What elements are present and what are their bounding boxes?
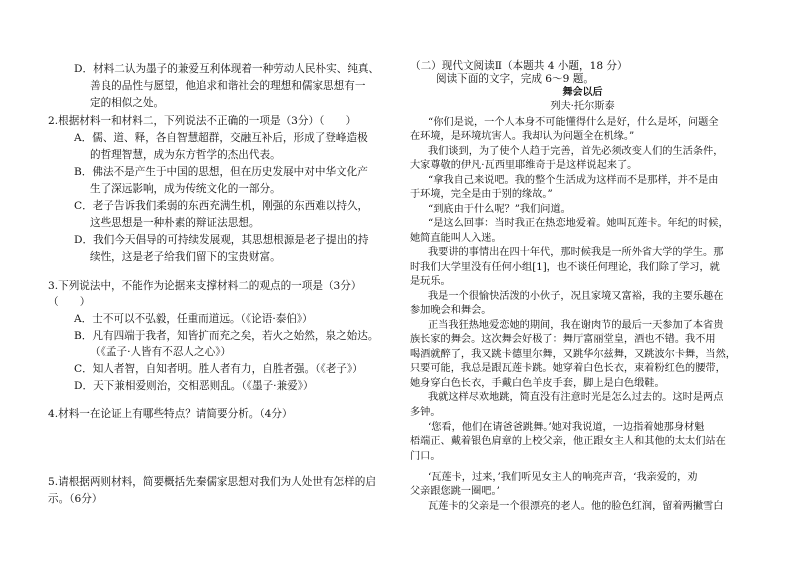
text-line: 是玩乐。 <box>410 276 451 287</box>
text-line: 参加晚会和舞会。 <box>410 305 492 316</box>
q3-answer-paren: （ ） <box>48 296 91 308</box>
text-line: 只要可能，我总是跟瓦莲卡跳。她穿着白色长衣，束着粉红色的腰带， <box>410 363 726 374</box>
text-line: 于环境，完全是由于别的缘故。” <box>410 189 553 200</box>
text-line: 梧端正、戴着银色肩章的上校父亲，他正跟女主人和其他的太太们站在 <box>410 436 726 447</box>
text-line: 我就这样尽欢地跳，简直没有注意时光是怎么过去的。这时是两点 <box>428 392 724 403</box>
q2-option-d-line1: D．我们今天倡导的可持续发展观，其思想根源是老子提出的持 <box>74 234 369 246</box>
text-line: “你们是说，一个人本身不可能懂得什么是好，什么是坏，问题全 <box>428 117 719 128</box>
text-line: 我们谈到，为了使个人趋于完善，首先必须改变人们的生活条件， <box>428 146 724 157</box>
q2-option-c-line2: 这些思想是一种朴素的辩证法思想。 <box>90 217 260 229</box>
text-line: 门口。 <box>410 451 441 462</box>
q2-option-d-line2: 续性，这是老子给我们留下的宝贵财富。 <box>90 251 281 263</box>
q3-option-d: D．天下兼相爱则治，交相恶则乱。（《墨子·兼爱》） <box>74 380 314 392</box>
text-line: 多钟。 <box>410 407 441 418</box>
q3-option-b-line1: B．凡有四端于我者，知皆扩而充之矣，若火之始然，泉之始达。 <box>74 330 379 342</box>
text-line: 我要讲的事情出在四十年代，那时候我是一所外省大学的学生。那 <box>428 247 724 258</box>
q4-stem: 4.材料一在论证上有哪些特点？请简要分析。（4分） <box>48 408 293 420</box>
q3-option-a: A．士不可以不弘毅，任重而道远。（《论语·泰伯》） <box>74 313 313 325</box>
text-line: “是这么回事：当时我正在热恋地爱着。她叫瓦莲卡。年纪的时候， <box>428 218 729 229</box>
q1-option-d-line1: D．材料二认为墨子的兼爱互利体现着一种劳动人民朴实、纯真、 <box>74 63 380 75</box>
q3-option-b-line2: （《孟子·人皆有不忍人之心》） <box>90 346 232 358</box>
q5-stem-line2: 示。（6分） <box>48 493 103 505</box>
story-title: 舞会以后 <box>562 87 603 98</box>
text-line: 时我们大学里没有任何小组[1]，也不谈任何理论，我们除了学习，就 <box>410 262 720 273</box>
text-line: 她身穿白色长衣，手戴白色羊皮手套，脚上是白色缎鞋。 <box>410 378 665 389</box>
section-title: （二）现代文阅读Ⅱ（本题共 4 小题，18 分） <box>410 60 628 72</box>
q5-stem-line1: 5.请根据两则材料，简要概括先秦儒家思想对我们为人处世有怎样的启 <box>48 476 376 488</box>
text-line: 父亲跟您跳一圈吧。’ <box>410 486 500 497</box>
q2-option-b-line1: B．佛法不是产生于中国的思想，但在历史发展中对中华文化产 <box>74 166 368 178</box>
q2-option-a-line2: 的哲理智慧，成为东方哲学的杰出代表。 <box>90 149 281 161</box>
q3-stem: 3.下列说法中，不能作为论据来支撑材料二的观点的一项是（3分） <box>48 280 362 292</box>
q2-option-a-line1: A．儒、道、释，各自智慧超群，交融互补后，形成了登峰造极 <box>74 132 368 144</box>
story-author: 列夫·托尔斯泰 <box>550 101 615 112</box>
text-line: 她简直能叫人入迷。 <box>410 233 502 244</box>
text-line: 在环境，是环境坑害人。我却认为问题全在机缘。” <box>410 131 635 142</box>
q1-option-d-line2: 善良的品性与愿望，他追求和谐社会的理想和儒家思想有一 <box>90 80 366 92</box>
text-line: ‘瓦莲卡，过来，’我们听见女主人的响亮声音，‘我亲爱的，劝 <box>428 472 698 483</box>
q2-stem: 2.根据材料一和材料二，下列说法不正确的一项是（3分）（ ） <box>48 115 357 127</box>
text-line: 瓦莲卡的父亲是一个很漂亮的老人。他的脸色红润，留着两撇雪白 <box>428 501 724 512</box>
q1-option-d-line3: 定的相似之处。 <box>90 97 165 109</box>
text-line: ‘您看，他们在请爸爸跳舞。’她对我说道，一边指着她那身材魁 <box>428 422 705 433</box>
q3-option-c: C．知人者智，自知者明。胜人者有力，自胜者强。（《老子》） <box>74 363 363 375</box>
text-line: 族长家的舞会。这次舞会好极了：舞厅富丽堂皇，酒也不错。我不用 <box>410 334 716 345</box>
text-line: 大家尊敬的伊凡·瓦西里耶维奇于是这样说起来了。 <box>410 160 638 171</box>
text-line: 喝酒就醉了，我又跳卡德里尔舞，又跳华尔兹舞，又跳波尔卡舞，当然， <box>410 349 736 360</box>
q2-option-c-line1: C．老子告诉我们柔弱的东西充满生机，刚强的东西难以持久， <box>74 200 369 212</box>
text-line: “拿我自己来说吧。我的整个生活成为这样而不是那样，并不是由 <box>428 175 719 186</box>
reading-instruction: 阅读下面的文字，完成 6～9 题。 <box>436 73 594 85</box>
text-line: “到底由于什么呢？”我们问道。 <box>428 204 571 215</box>
q2-option-b-line2: 生了深远影响，成为传统文化的一部分。 <box>90 183 281 195</box>
text-line: 我是一个很愉快活泼的小伙子，况且家境又富裕，我的主要乐趣在 <box>428 291 724 302</box>
text-line: 正当我狂热地爱恋她的期间，我在谢肉节的最后一天参加了本省贵 <box>428 320 724 331</box>
